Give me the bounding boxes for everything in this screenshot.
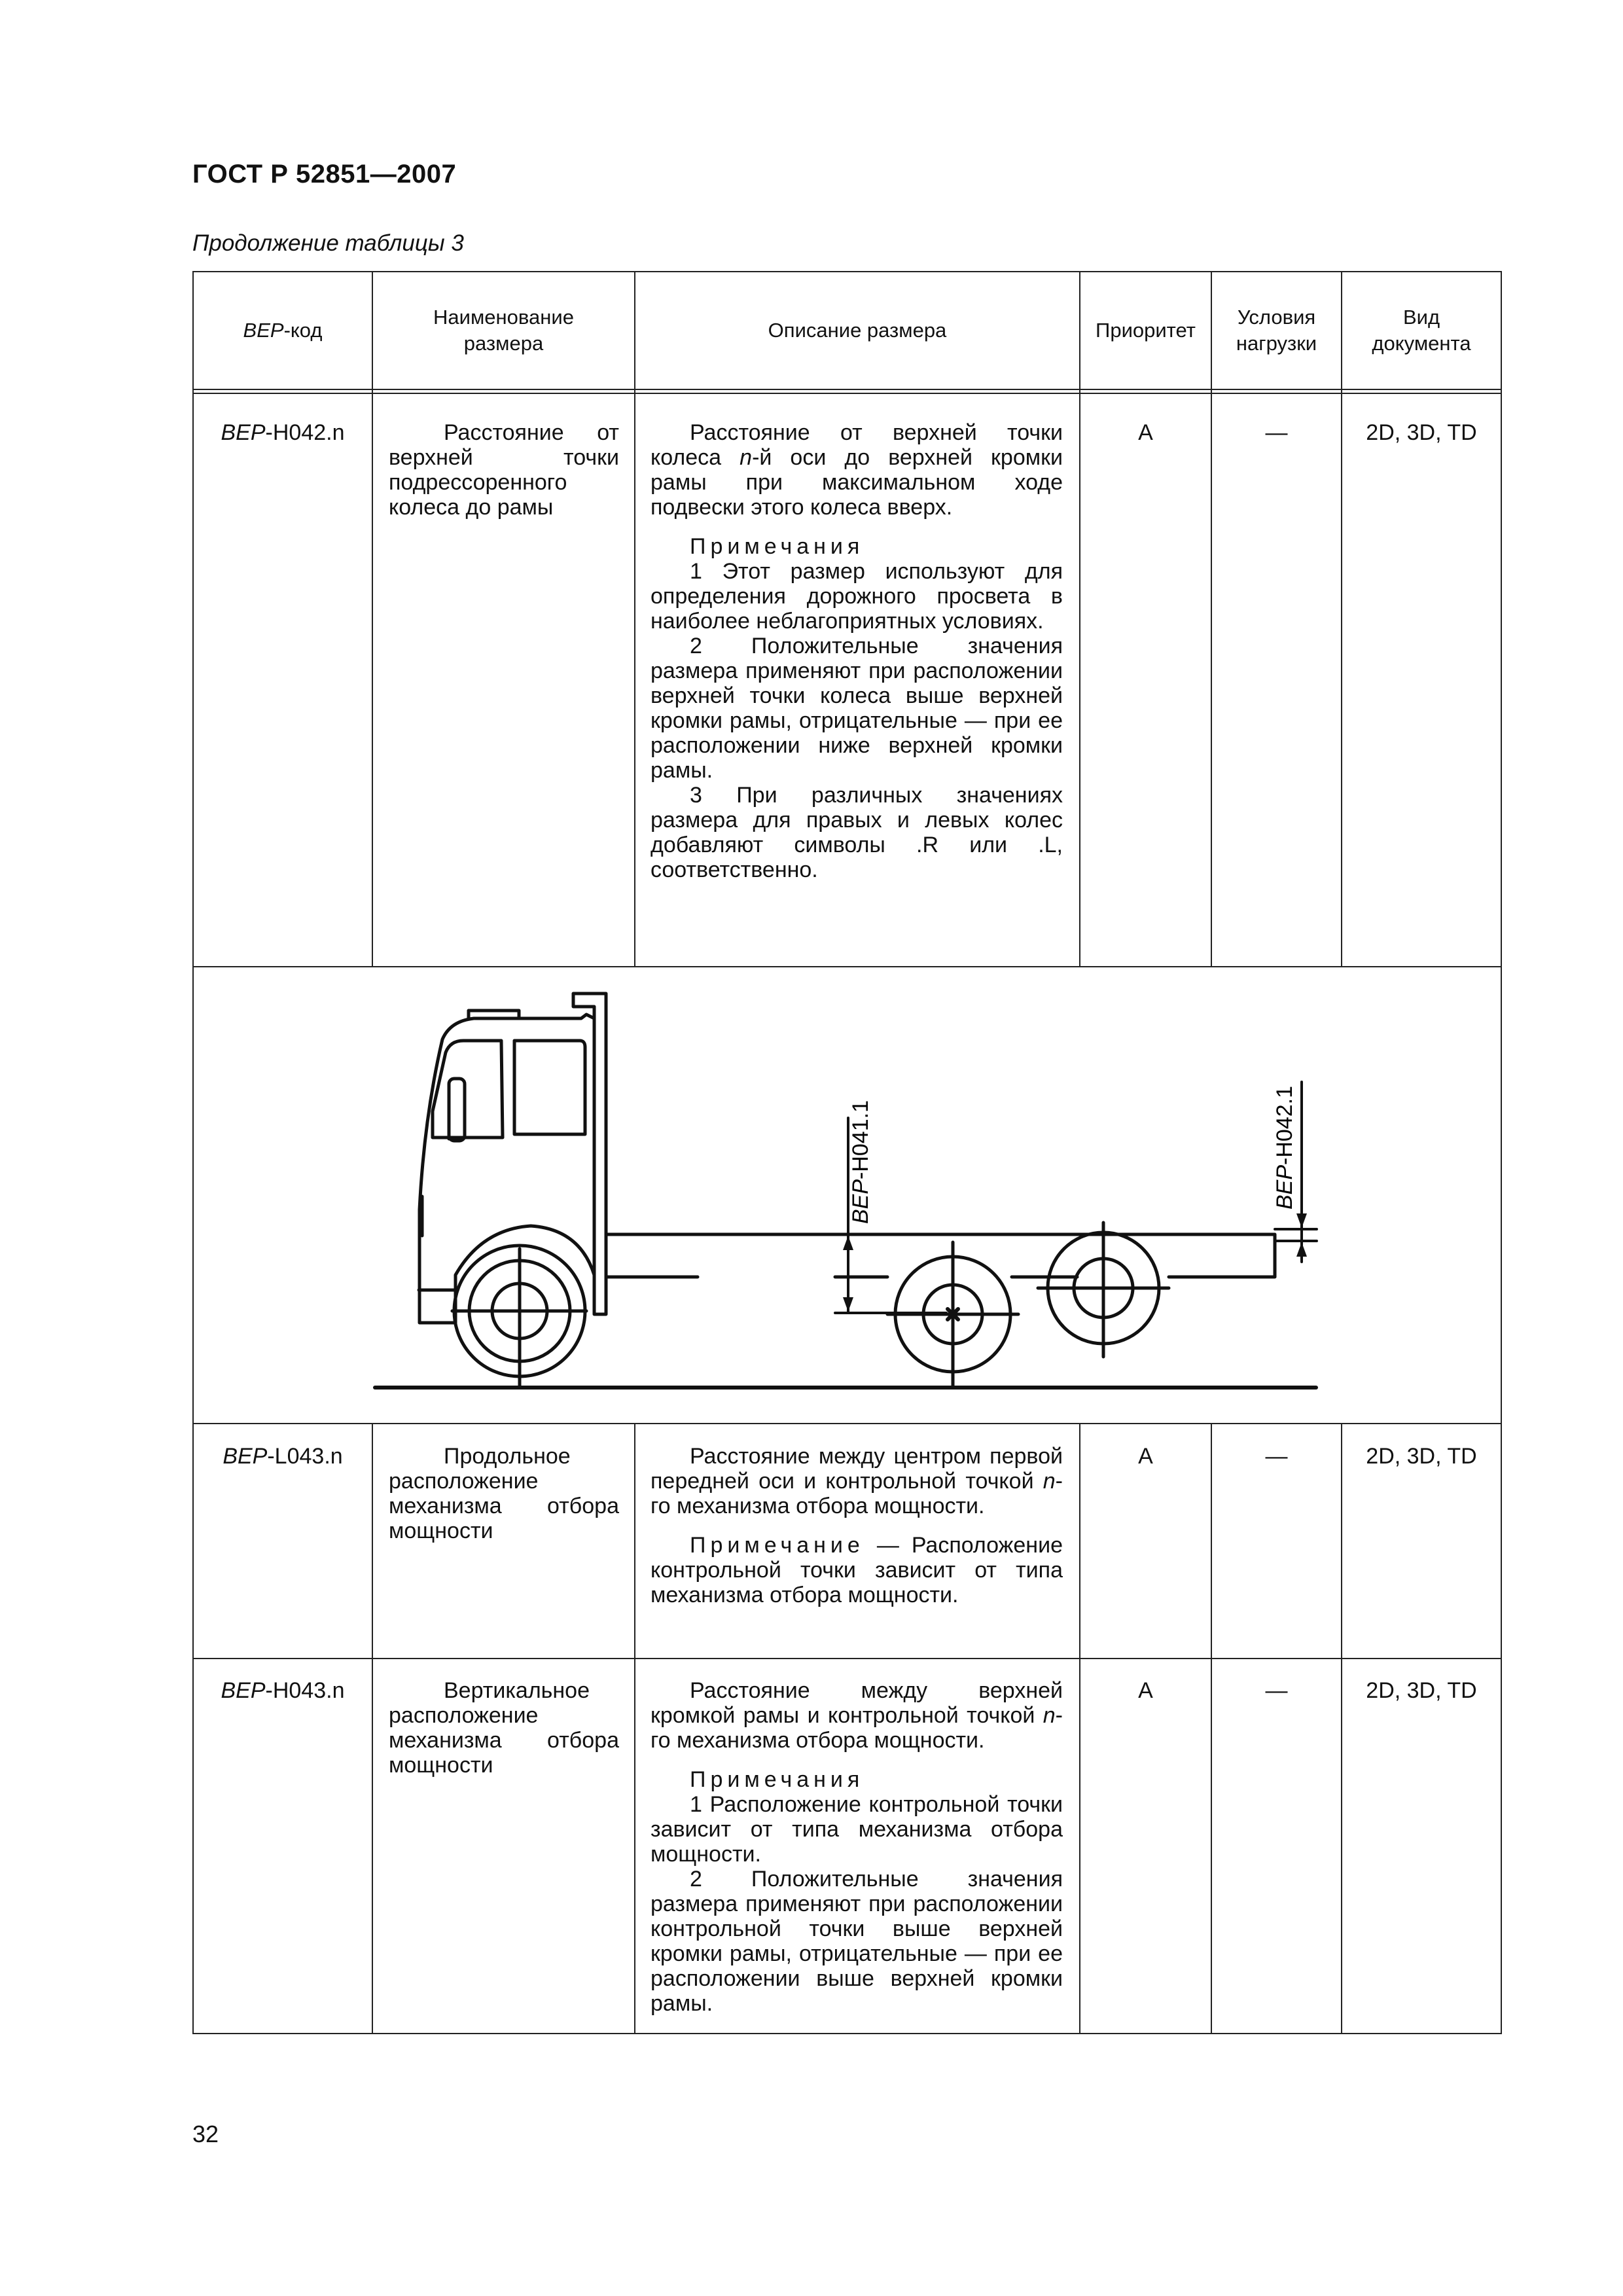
row1-description-text: Расстояние от верхней точки колеса n-й оси до верхней кромки рамы при максимальном ходе подвески этого колеса вверх. bbox=[651, 420, 1063, 520]
header-description: Описание размера bbox=[768, 319, 947, 342]
side-window bbox=[514, 1041, 585, 1134]
row3-load: — bbox=[1265, 1678, 1288, 1703]
row2-name: Продольное расположение механизма отбора мощности bbox=[389, 1444, 619, 1543]
row-divider bbox=[192, 1423, 1502, 1424]
row1-doc: 2D, 3D, TD bbox=[1366, 420, 1477, 445]
dim-h042-arrow-bottom bbox=[1296, 1242, 1307, 1257]
row2-description bbox=[651, 1444, 1063, 1607]
header-divider bbox=[192, 393, 1502, 394]
header-code bbox=[194, 272, 372, 389]
row1-note-2: 2 Положительные значения размера применяют при расположении верхней точки колеса выше верхней кромки рамы, отрицательные — при ее расположении ниже верхней кромки рамы. bbox=[651, 634, 1063, 783]
header-priority: Приоритет bbox=[1096, 319, 1196, 342]
header-code-suffix: -код bbox=[283, 319, 323, 342]
row1-note-3: 3 При различных значениях размера для правых и левых колес добавляют символы .R или .L, соответственно. bbox=[651, 783, 1063, 882]
mirror bbox=[449, 1079, 465, 1141]
document-title: ГОСТ Р 52851—2007 bbox=[192, 160, 457, 188]
table-border-right bbox=[1501, 271, 1502, 2034]
table-border-bottom bbox=[192, 2033, 1502, 2034]
dimension-table bbox=[192, 271, 1502, 2034]
row1-code: ВЕР-Н042.n bbox=[221, 420, 345, 445]
row3-code: ВЕР-Н043.n bbox=[221, 1678, 345, 1703]
row1-description bbox=[651, 420, 1063, 882]
row1-priority: А bbox=[1138, 420, 1153, 445]
row3-note-1: 1 Расположение контрольной точки зависит от типа механизма отбора мощности. bbox=[651, 1792, 1063, 1867]
dim-h041-arrow-top bbox=[843, 1236, 853, 1250]
truck-drawing bbox=[194, 967, 1501, 1423]
row3-doc: 2D, 3D, TD bbox=[1366, 1678, 1477, 1703]
row1-note-1: 1 Этот размер используют для определения дорожного просвета в наиболее неблагоприятных условиях. bbox=[651, 559, 1063, 634]
row3-note-2: 2 Положительные значения размера применяют при расположении контрольной точки выше верхней кромки рамы, отрицательные — при ее расположении выше верхней кромки рамы. bbox=[651, 1867, 1063, 2016]
header-code-prefix: ВЕР bbox=[243, 319, 284, 342]
row1-notes-title: Примечания bbox=[690, 534, 865, 559]
row3-name: Вертикальное расположение механизма отбора мощности bbox=[389, 1678, 619, 1778]
table-caption: Продолжение таблицы 3 bbox=[192, 230, 464, 256]
column-divider bbox=[1079, 1423, 1080, 2033]
row2-load: — bbox=[1265, 1444, 1288, 1469]
row2-doc: 2D, 3D, TD bbox=[1366, 1444, 1477, 1469]
dim-h042-ext bbox=[1275, 1229, 1317, 1241]
label-h041: ВЕР-Н041.1 bbox=[848, 1100, 873, 1224]
page-number: 32 bbox=[192, 2121, 219, 2147]
row3-notes-title: Примечания bbox=[690, 1767, 865, 1792]
row-divider bbox=[192, 1658, 1502, 1659]
dim-h041-arrow-bottom bbox=[843, 1297, 853, 1312]
front-axle-centerline bbox=[452, 1249, 586, 1386]
row3-priority: А bbox=[1138, 1678, 1153, 1703]
row3-description-text: Расстояние между верхней кромкой рамы и контрольной точкой n-го механизма отбора мощности. bbox=[651, 1678, 1063, 1753]
row2-note: Примечание — Расположение контрольной точки зависит от типа механизма отбора мощности. bbox=[651, 1533, 1063, 1607]
row2-priority: А bbox=[1138, 1444, 1153, 1469]
cab-outline bbox=[419, 1014, 594, 1323]
header-divider bbox=[192, 389, 1502, 390]
column-divider bbox=[1211, 1423, 1212, 2033]
label-h042: ВЕР-Н042.1 bbox=[1272, 1085, 1297, 1210]
header-load: Условия нагрузки bbox=[1236, 306, 1317, 355]
column-divider bbox=[372, 1423, 373, 2033]
row1-name: Расстояние от верхней точки подрессоренного колеса до рамы bbox=[389, 420, 619, 520]
row2-description-text: Расстояние между центром первой передней оси и контрольной точкой n-го механизма отбора мощности. bbox=[651, 1444, 1063, 1518]
row2-code: ВЕР-L043.n bbox=[223, 1444, 343, 1469]
windshield bbox=[433, 1041, 503, 1138]
header-doc: Вид документа bbox=[1372, 306, 1471, 355]
header-name: Наименование размера bbox=[433, 306, 574, 355]
dim-h042-arrow-top bbox=[1296, 1213, 1307, 1228]
column-divider bbox=[634, 1423, 635, 2033]
frame-rail bbox=[606, 1234, 1275, 1277]
column-divider bbox=[1341, 1423, 1342, 2033]
truck-figure bbox=[194, 967, 1501, 1423]
rear-axle-2-centerline bbox=[1038, 1223, 1169, 1357]
bumper bbox=[419, 1290, 455, 1323]
row3-description bbox=[651, 1678, 1063, 2016]
row1-load: — bbox=[1265, 420, 1288, 445]
